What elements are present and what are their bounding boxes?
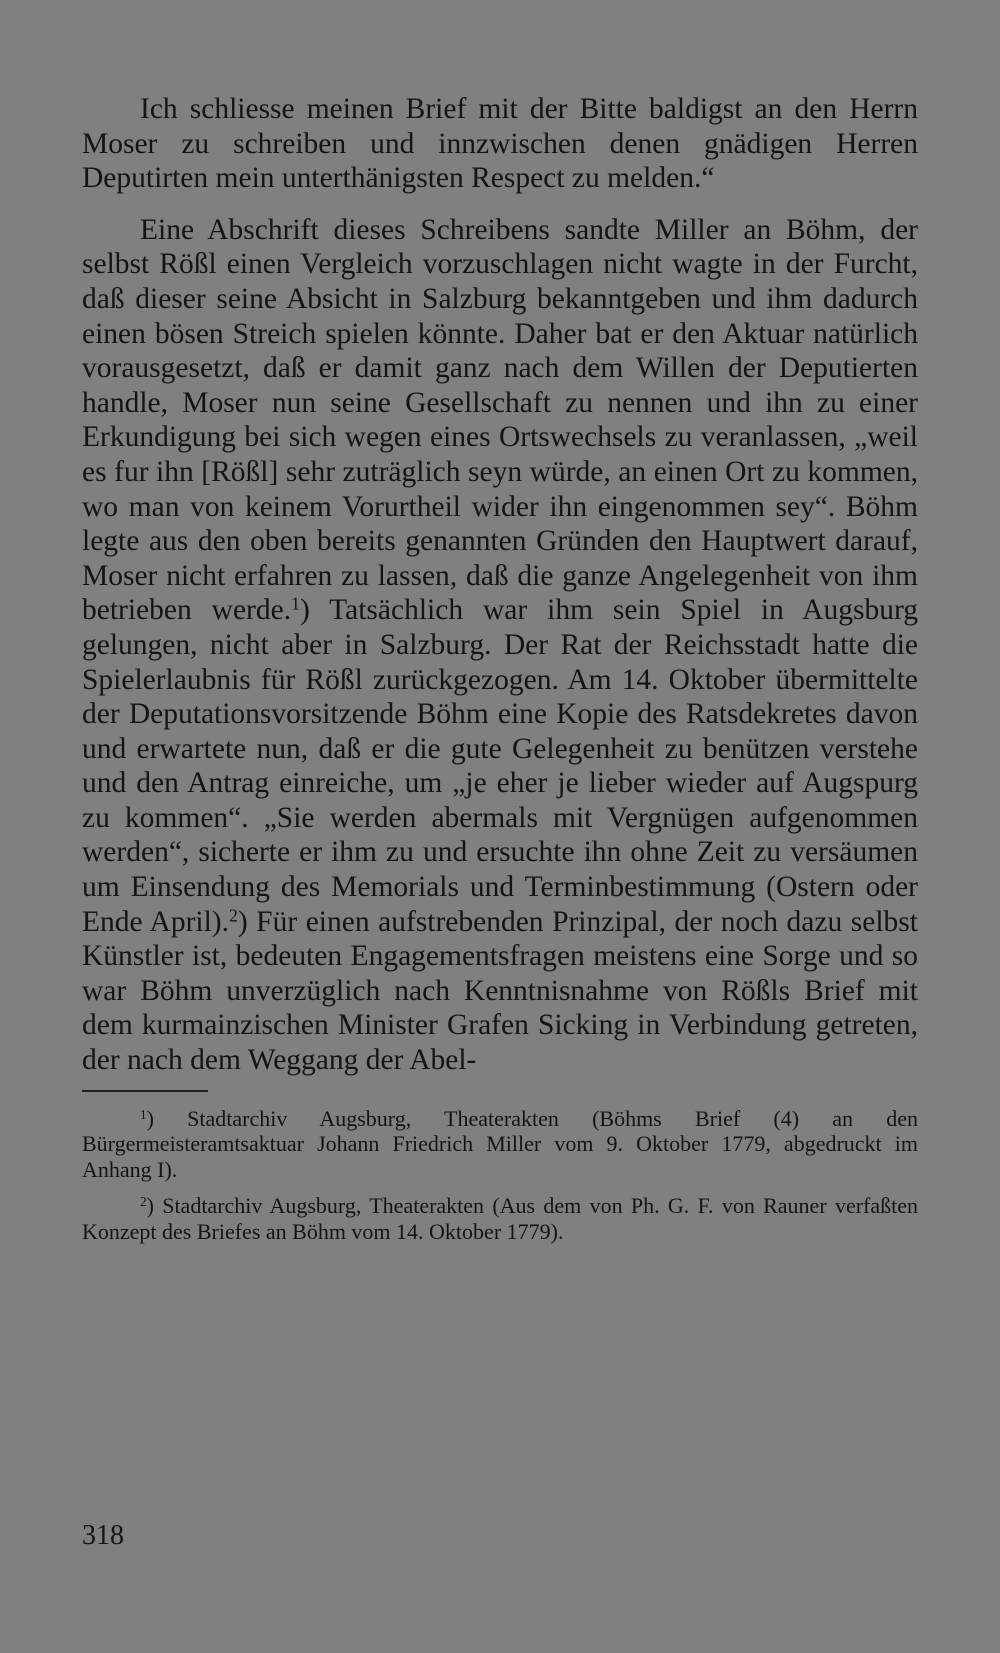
footnote-text: ) Stadtarchiv Augsburg, Theaterakten (Böhms Brief (4) an den Bürgermeisteramtsaktuar Johann Friedrich Miller vom 9. Oktober 1779, abgedruckt im Anhang I). [82,1105,918,1183]
paragraph-text: Ich schliesse meinen Brief mit der Bitte baldigst an den Herrn Moser zu schreiben und innzwischen denen gnädigen Herren Deputirten mein unterthänigsten Respect zu melden.“ [82,93,918,195]
footnote-marker: 2 [140,1193,147,1209]
footnote-reference[interactable]: 2 [228,904,238,925]
footnote [82,1106,918,1183]
page-number: 318 [82,1520,124,1551]
body-paragraph [82,92,918,196]
document-page [82,92,918,1245]
footnote-text: ) Stadtarchiv Augsburg, Theaterakten (Aus dem von Ph. G. F. von Rauner verfaßten Konzept des Briefes an Böhm vom 14. Oktober 1779). [82,1193,918,1244]
footnote-reference[interactable]: 1 [291,593,300,614]
footnote-divider [82,1090,208,1092]
paragraph-text: Eine Abschrift dieses Schreibens sandte Miller an Böhm, der selbst Rößl einen Vergleich vorzuschlagen nicht wagte in der Furcht, daß dieser seine Absicht in Salzburg bekanntgeben und ihm dadurch einen bösen Streich spielen könnte. Daher bat er den Aktuar natürlich vorausgesetzt, daß er damit ganz nach dem Willen der Deputierten handle, Moser nun seine Gesellschaft zu nennen und ihn zu einer Erkundigung bei sich wegen eines Ortswechsels zu veranlassen, „weil es fur ihn [Rößl] sehr zuträglich seyn würde, an einen Ort zu kommen, wo man von keinem Vorurtheil wider ihn eingenommen sey“. Böhm legte aus den oben bereits genannten Gründen den Hauptwert darauf, Moser nicht erfahren zu lassen, daß die ganze Angelegenheit von ihm betrieben werde. [82,213,918,627]
footnote-marker: 1 [140,1106,147,1122]
footnote [82,1193,918,1245]
paragraph-text: ) Tatsächlich war ihm sein Spiel in Augsburg gelungen, nicht aber in Salzburg. Der Rat der Reichsstadt hatte die Spielerlaubnis für Rößl zurückgezogen. Am 14. Oktober übermittelte der Deputationsvorsitzende Böhm eine Kopie des Ratsdekretes davon und erwartete nun, daß er die gute Gelegenheit zu benützen verstehe und den Antrag einreiche, um „je eher je lieber wieder auf Augspurg zu kommen“. „Sie werden abermals mit Vergnügen aufgenommen werden“, sicherte er ihm zu und ersuchte ihn ohne Zeit zu versäumen um Einsendung des Memorials und Terminbestimmung (Ostern oder Ende April). [82,594,918,938]
paragraph-text: ) Für einen aufstrebenden Prinzipal, der noch dazu selbst Künstler ist, bedeuten Engagementsfragen meistens eine Sorge und so war Böhm unverzüglich nach Kenntnisnahme von Rößls Brief mit dem kurmainzischen Minister Grafen Sicking in Verbindung getreten, der nach dem Weggang der Abel- [82,905,918,1077]
body-paragraph [82,213,918,1078]
